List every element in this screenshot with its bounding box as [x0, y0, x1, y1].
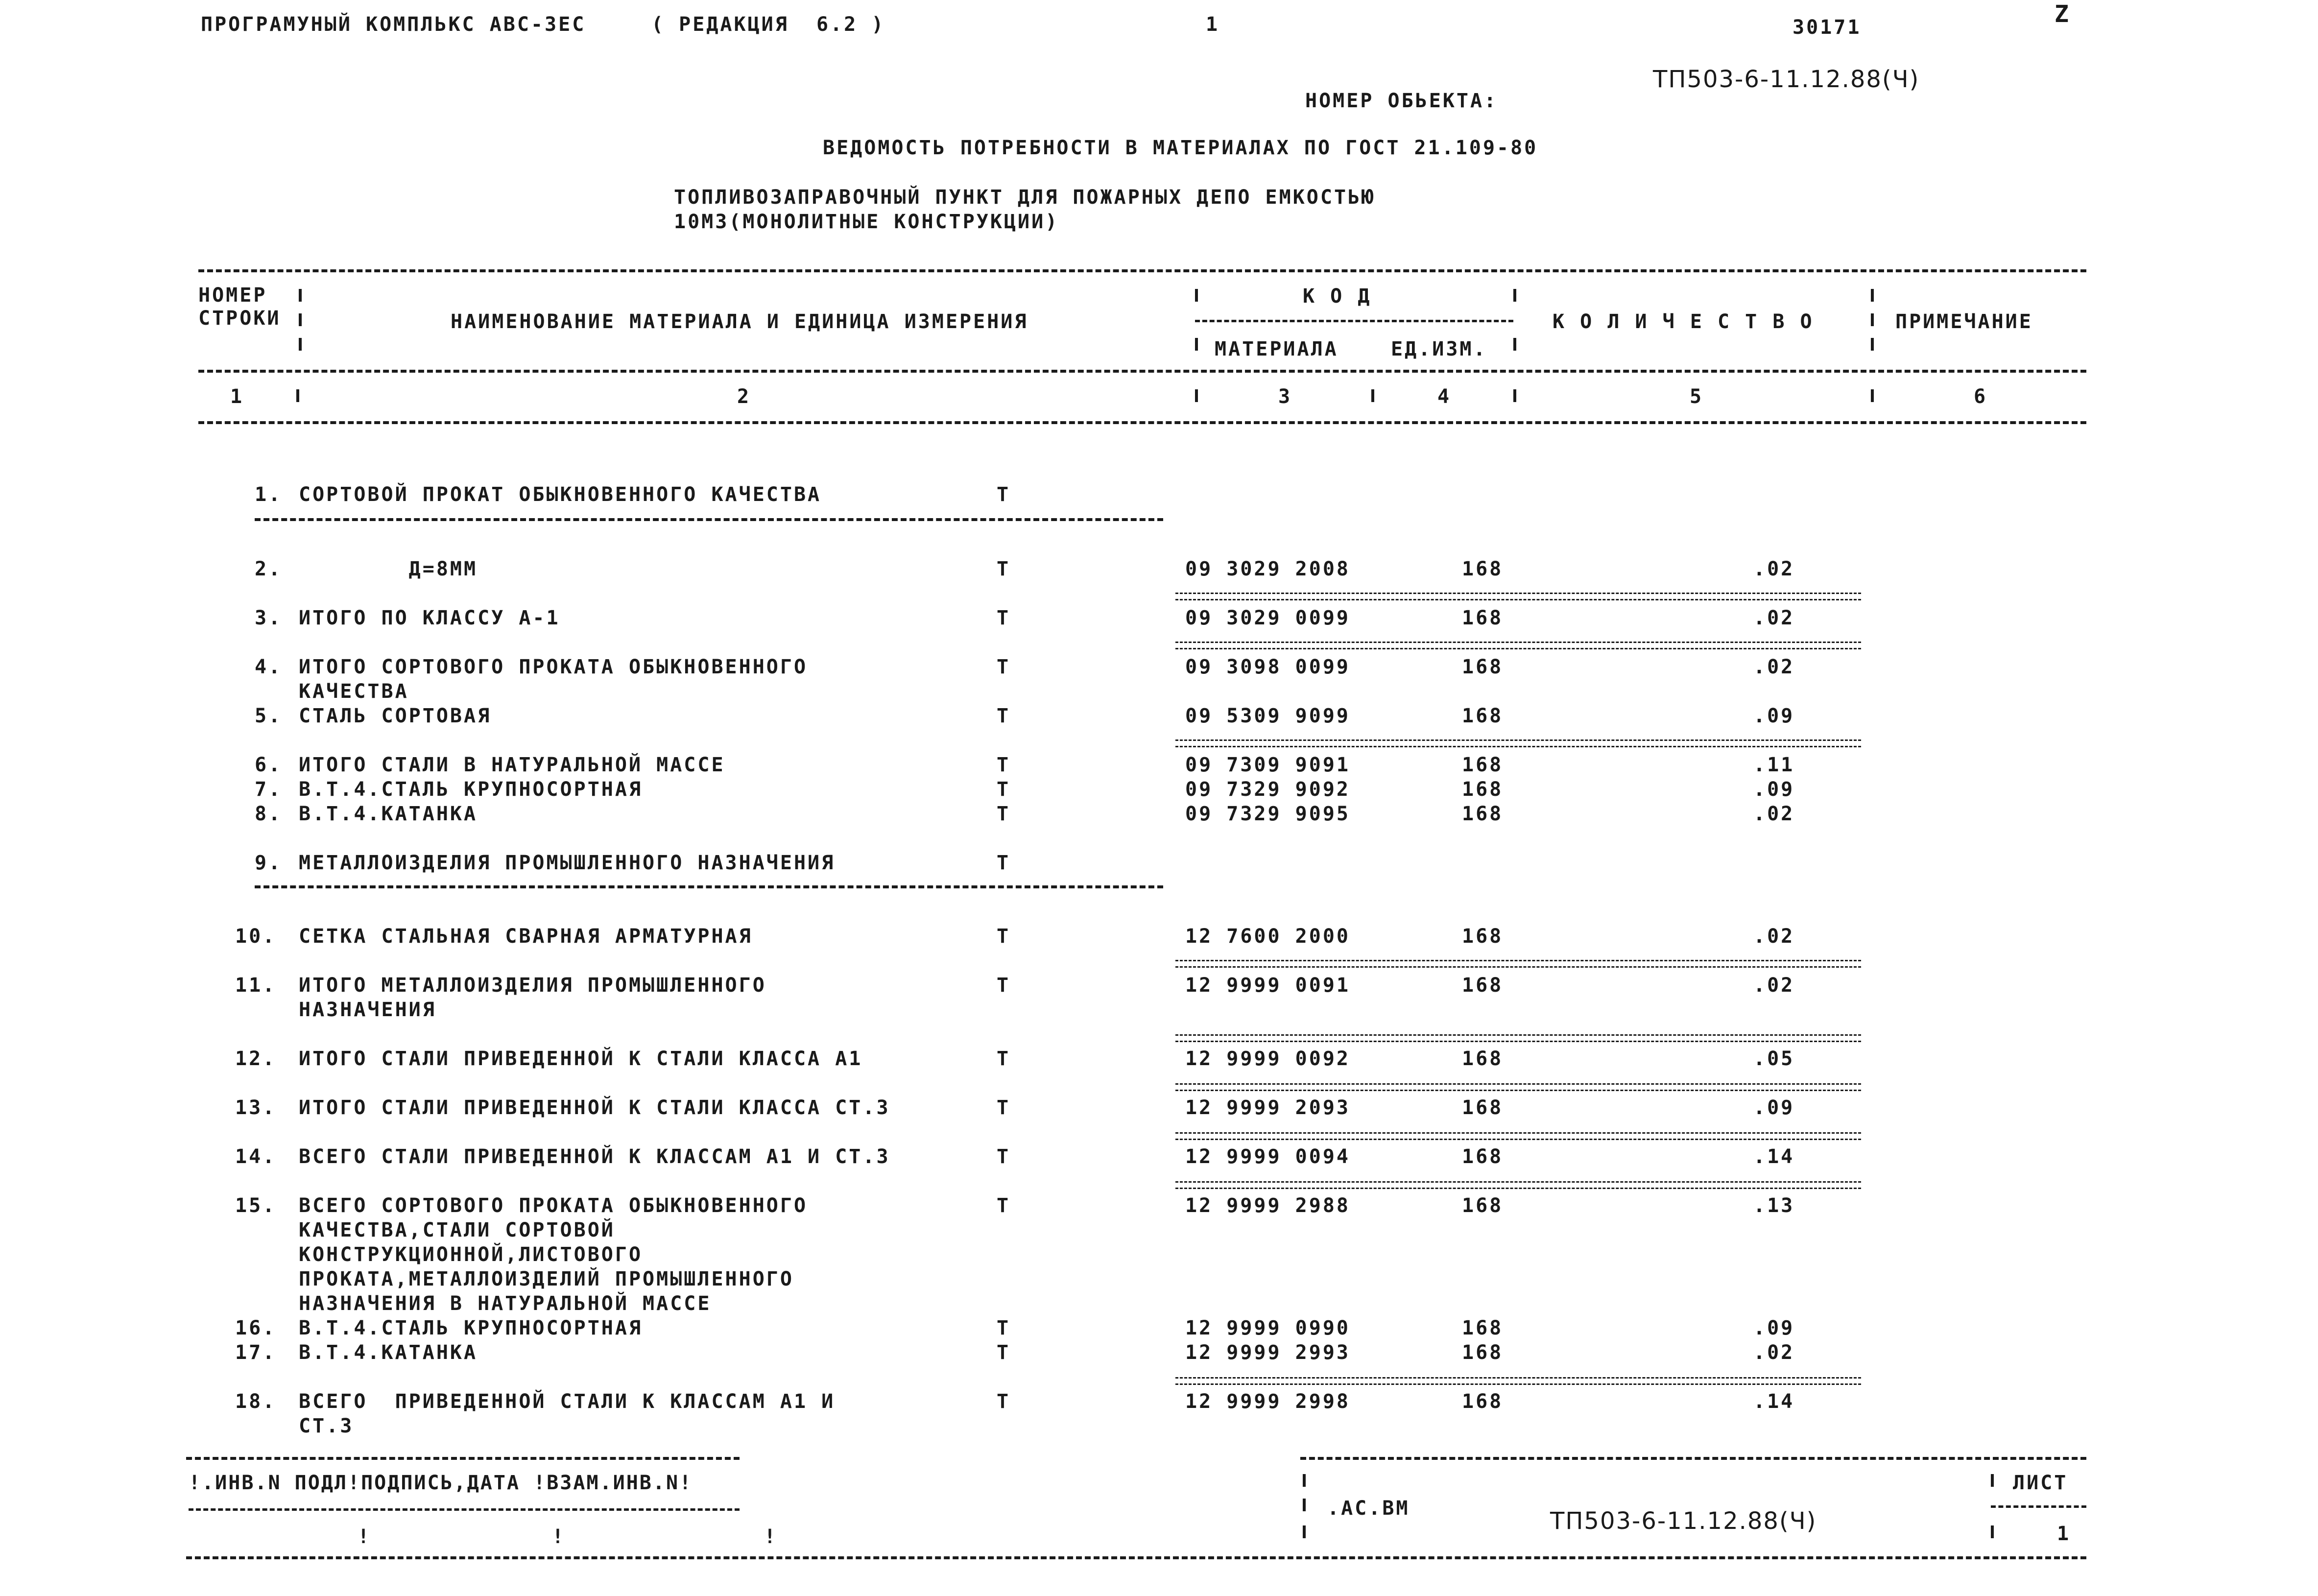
- row-unit-code: 168: [1462, 1317, 1504, 1339]
- row-number: 6.: [255, 754, 283, 776]
- row-material-name: В.Т.4.СТАЛЬ КРУПНОСОРТНАЯ: [299, 778, 643, 801]
- row-unit: Т: [997, 852, 1011, 874]
- row-material-name: ИТОГО ПО КЛАССУ А-1: [299, 607, 560, 629]
- footer-sep: [1991, 1474, 1994, 1487]
- subtitle-line-2: 10М3(МОНОЛИТНЫЕ КОНСТРУКЦИИ): [674, 211, 1059, 233]
- row-material-name: ИТОГО СТАЛИ ПРИВЕДЕННОЙ К СТАЛИ КЛАССА А1: [299, 1048, 863, 1070]
- header-sep: [1195, 289, 1198, 302]
- row-unit: Т: [997, 558, 1011, 580]
- row-number: 15.: [235, 1194, 277, 1217]
- col-sep: [1371, 389, 1374, 402]
- row-unit-code: 168: [1462, 1096, 1504, 1119]
- header-sep: [1871, 338, 1874, 351]
- row-number: 18.: [235, 1390, 277, 1413]
- total-double-rule: [1175, 960, 1861, 968]
- row-quantity: .02: [1753, 607, 1795, 629]
- row-material-code: 09 3029 0099: [1185, 607, 1350, 629]
- row-unit: Т: [997, 803, 1011, 825]
- row-unit: Т: [997, 1145, 1011, 1168]
- row-unit-code: 168: [1462, 607, 1504, 629]
- row-material-name: КОНСТРУКЦИОННОЙ,ЛИСТОВОГО: [299, 1243, 643, 1266]
- header-name: НАИМЕНОВАНИЕ МАТЕРИАЛА И ЕДИНИЦА ИЗМЕРЕНИЯ: [451, 310, 1028, 333]
- footer-sep: [1303, 1474, 1306, 1487]
- row-material-code: 09 7309 9091: [1185, 754, 1350, 776]
- corner-mark: Z: [2055, 0, 2071, 28]
- total-double-rule: [1175, 1034, 1861, 1042]
- row-material-name: КАЧЕСТВА: [299, 680, 409, 703]
- header-sep: [1871, 313, 1874, 326]
- row-number: 17.: [235, 1341, 277, 1364]
- row-unit: Т: [997, 1096, 1011, 1119]
- row-quantity: .09: [1753, 1317, 1795, 1339]
- edition: ( РЕДАКЦИЯ 6.2 ): [651, 13, 885, 36]
- sheet-rule: [1991, 1505, 2086, 1508]
- row-material-code: 12 9999 2988: [1185, 1194, 1350, 1217]
- row-material-name: ПРОКАТА,МЕТАЛЛОИЗДЕЛИЙ ПРОМЫШЛЕННОГО: [299, 1268, 794, 1290]
- footer-sep: [1303, 1525, 1306, 1538]
- header-code-rule: [1195, 320, 1513, 322]
- row-material-name: ИТОГО СТАЛИ В НАТУРАЛЬНОЙ МАССЕ: [299, 754, 725, 776]
- row-material-name: Д=8ММ: [299, 558, 478, 580]
- row-material-code: 12 9999 2093: [1185, 1096, 1350, 1119]
- row-number: 1.: [255, 483, 283, 506]
- row-unit: Т: [997, 974, 1011, 997]
- row-material-code: 09 3098 0099: [1185, 656, 1350, 678]
- header-sep: [1871, 289, 1874, 302]
- stamp-rule: [189, 1508, 740, 1511]
- total-double-rule: [1175, 642, 1861, 649]
- footer-rule-right: [1300, 1457, 2086, 1460]
- subtitle-line-1: ТОПЛИВОЗАПРАВОЧНЫЙ ПУНКТ ДЛЯ ПОЖАРНЫХ ДЕПО ЕМКОСТЬЮ: [674, 186, 1376, 209]
- row-unit: Т: [997, 607, 1011, 629]
- row-unit: Т: [997, 1194, 1011, 1217]
- header-quantity: К О Л И Ч Е С Т В О: [1553, 310, 1814, 333]
- row-number: 4.: [255, 656, 283, 678]
- row-material-name: МЕТАЛЛОИЗДЕЛИЯ ПРОМЫШЛЕННОГО НАЗНАЧЕНИЯ: [299, 852, 836, 874]
- row-material-code: 12 9999 2998: [1185, 1390, 1350, 1413]
- total-double-rule: [1175, 1132, 1861, 1140]
- row-unit: Т: [997, 483, 1011, 506]
- col-number-4: 4: [1437, 385, 1452, 408]
- row-unit: Т: [997, 754, 1011, 776]
- doc-number: 30171: [1792, 16, 1862, 39]
- row-unit: Т: [997, 778, 1011, 801]
- row-unit: Т: [997, 656, 1011, 678]
- row-number: 11.: [235, 974, 277, 997]
- row-quantity: .02: [1753, 558, 1795, 580]
- row-material-code: 12 9999 0092: [1185, 1048, 1350, 1070]
- section-underline: [255, 518, 1163, 521]
- col-number-2: 2: [737, 385, 751, 408]
- page-number: 1: [1206, 13, 1220, 36]
- sheet-code: .АС.ВМ: [1327, 1497, 1410, 1520]
- row-material-code: 12 9999 0094: [1185, 1145, 1350, 1168]
- col-sep: [296, 389, 299, 402]
- header-note: ПРИМЕЧАНИЕ: [1895, 310, 2033, 333]
- row-number: 3.: [255, 607, 283, 629]
- row-unit-code: 168: [1462, 656, 1504, 678]
- row-material-code: 12 9999 0091: [1185, 974, 1350, 997]
- row-unit-code: 168: [1462, 778, 1504, 801]
- row-unit-code: 168: [1462, 1194, 1504, 1217]
- row-material-code: 09 7329 9095: [1185, 803, 1350, 825]
- total-double-rule: [1175, 1083, 1861, 1091]
- row-quantity: .09: [1753, 1096, 1795, 1119]
- row-unit-code: 168: [1462, 974, 1504, 997]
- col-sep: [1871, 389, 1874, 402]
- row-unit-code: 168: [1462, 754, 1504, 776]
- row-material-name: ИТОГО СТАЛИ ПРИВЕДЕННОЙ К СТАЛИ КЛАССА СТ.3: [299, 1096, 890, 1119]
- row-unit-code: 168: [1462, 1341, 1504, 1364]
- col-number-6: 6: [1974, 385, 1988, 408]
- header-sep: [299, 289, 302, 302]
- header-sep: [1513, 338, 1516, 351]
- sheet-label: ЛИСТ: [2013, 1472, 2068, 1494]
- row-quantity: .09: [1753, 778, 1795, 801]
- col-sep: [1195, 389, 1198, 402]
- row-quantity: .02: [1753, 925, 1795, 948]
- footer-doc-code: ТП503-6-11.12.88(Ч): [1550, 1507, 1817, 1535]
- row-quantity: .09: [1753, 705, 1795, 727]
- row-quantity: .02: [1753, 974, 1795, 997]
- row-unit: Т: [997, 1317, 1011, 1339]
- footer-bottom-rule: [186, 1556, 2086, 1559]
- row-material-code: 09 5309 9099: [1185, 705, 1350, 727]
- row-unit-code: 168: [1462, 1145, 1504, 1168]
- row-material-name: ВСЕГО СТАЛИ ПРИВЕДЕННОЙ К КЛАССАМ А1 И СТ.3: [299, 1145, 890, 1168]
- col-sep: [1513, 389, 1516, 402]
- row-quantity: .02: [1753, 803, 1795, 825]
- total-double-rule: [1175, 593, 1861, 600]
- row-material-name: ВСЕГО СОРТОВОГО ПРОКАТА ОБЫКНОВЕННОГО: [299, 1194, 808, 1217]
- footer-sep: [1303, 1499, 1306, 1511]
- header-sep: [1195, 338, 1198, 351]
- total-double-rule: [1175, 739, 1861, 747]
- footer-rule-left: [186, 1457, 740, 1460]
- row-number: 16.: [235, 1317, 277, 1339]
- col-number-rule: [198, 421, 2086, 424]
- row-unit-code: 168: [1462, 558, 1504, 580]
- row-unit-code: 168: [1462, 1048, 1504, 1070]
- col-number-5: 5: [1690, 385, 1704, 408]
- total-double-rule: [1175, 1377, 1861, 1385]
- row-material-name: СТАЛЬ СОРТОВАЯ: [299, 705, 492, 727]
- row-unit-code: 168: [1462, 1390, 1504, 1413]
- row-quantity: .13: [1753, 1194, 1795, 1217]
- row-quantity: .14: [1753, 1390, 1795, 1413]
- object-label: НОМЕР ОБЬЕКТА:: [1305, 90, 1498, 112]
- row-material-name: В.Т.4.СТАЛЬ КРУПНОСОРТНАЯ: [299, 1317, 643, 1339]
- row-number: 5.: [255, 705, 283, 727]
- row-quantity: .05: [1753, 1048, 1795, 1070]
- row-material-name: КАЧЕСТВА,СТАЛИ СОРТОВОЙ: [299, 1219, 615, 1241]
- header-code-unit: ЕД.ИЗМ.: [1391, 338, 1487, 360]
- header-row-no-1: НОМЕР: [198, 284, 267, 307]
- row-number: 7.: [255, 778, 283, 801]
- header-code: К О Д: [1303, 285, 1372, 308]
- row-material-name: ВСЕГО ПРИВЕДЕННОЙ СТАЛИ К КЛАССАМ А1 И: [299, 1390, 836, 1413]
- row-quantity: .02: [1753, 1341, 1795, 1364]
- row-material-name: В.Т.4.КАТАНКА: [299, 1341, 478, 1364]
- row-number: 9.: [255, 852, 283, 874]
- row-number: 13.: [235, 1096, 277, 1119]
- row-material-name: В.Т.4.КАТАНКА: [299, 803, 478, 825]
- row-unit-code: 168: [1462, 705, 1504, 727]
- row-quantity: .02: [1753, 656, 1795, 678]
- row-material-name: СТ.3: [299, 1415, 354, 1437]
- row-material-code: 12 9999 2993: [1185, 1341, 1350, 1364]
- row-material-name: ИТОГО МЕТАЛЛОИЗДЕЛИЯ ПРОМЫШЛЕННОГО: [299, 974, 766, 997]
- row-material-name: НАЗНАЧЕНИЯ: [299, 999, 436, 1021]
- program-name: ПРОГРАМУНЫЙ КОМПЛЬКС АВС-ЗЕС: [201, 13, 586, 36]
- row-quantity: .11: [1753, 754, 1795, 776]
- row-number: 10.: [235, 925, 277, 948]
- row-unit-code: 168: [1462, 925, 1504, 948]
- row-unit: Т: [997, 1390, 1011, 1413]
- col-number-3: 3: [1278, 385, 1292, 408]
- header-sep: [1513, 289, 1516, 302]
- row-material-name: СОРТОВОЙ ПРОКАТ ОБЫКНОВЕННОГО КАЧЕСТВА: [299, 483, 822, 506]
- statement-title: ВЕДОМОСТЬ ПОТРЕБНОСТИ В МАТЕРИАЛАХ ПО ГОСТ 21.109-80: [823, 137, 1538, 159]
- row-material-code: 09 3029 2008: [1185, 558, 1350, 580]
- section-underline: [255, 885, 1163, 888]
- row-number: 12.: [235, 1048, 277, 1070]
- row-material-name: СЕТКА СТАЛЬНАЯ СВАРНАЯ АРМАТУРНАЯ: [299, 925, 753, 948]
- header-sep: [299, 313, 302, 326]
- stamp-cells: ! ! !: [358, 1525, 782, 1548]
- row-unit: Т: [997, 705, 1011, 727]
- row-material-name: ИТОГО СОРТОВОГО ПРОКАТА ОБЫКНОВЕННОГО: [299, 656, 808, 678]
- row-number: 2.: [255, 558, 283, 580]
- row-number: 14.: [235, 1145, 277, 1168]
- row-material-code: 09 7329 9092: [1185, 778, 1350, 801]
- row-unit: Т: [997, 1341, 1011, 1364]
- header-code-material: МАТЕРИАЛА: [1215, 338, 1338, 360]
- object-code: ТП503-6-11.12.88(Ч): [1653, 66, 1920, 93]
- col-number-1: 1: [230, 385, 244, 408]
- row-unit: Т: [997, 925, 1011, 948]
- header-sep: [299, 338, 302, 351]
- stamp-header: !.ИНВ.N ПОДЛ!ПОДПИСЬ,ДАТА !ВЗАМ.ИНВ.N!: [189, 1472, 693, 1494]
- row-material-name: НАЗНАЧЕНИЯ В НАТУРАЛЬНОЙ МАССЕ: [299, 1292, 712, 1315]
- sheet-number: 1: [2057, 1523, 2071, 1545]
- table-top-rule: [198, 269, 2086, 272]
- footer-sep: [1991, 1525, 1994, 1538]
- row-material-code: 12 7600 2000: [1185, 925, 1350, 948]
- header-row-no-2: СТРОКИ: [198, 307, 281, 330]
- total-double-rule: [1175, 1181, 1861, 1189]
- row-quantity: .14: [1753, 1145, 1795, 1168]
- header-rule: [198, 370, 2086, 373]
- row-material-code: 12 9999 0990: [1185, 1317, 1350, 1339]
- row-number: 8.: [255, 803, 283, 825]
- row-unit-code: 168: [1462, 803, 1504, 825]
- row-unit: Т: [997, 1048, 1011, 1070]
